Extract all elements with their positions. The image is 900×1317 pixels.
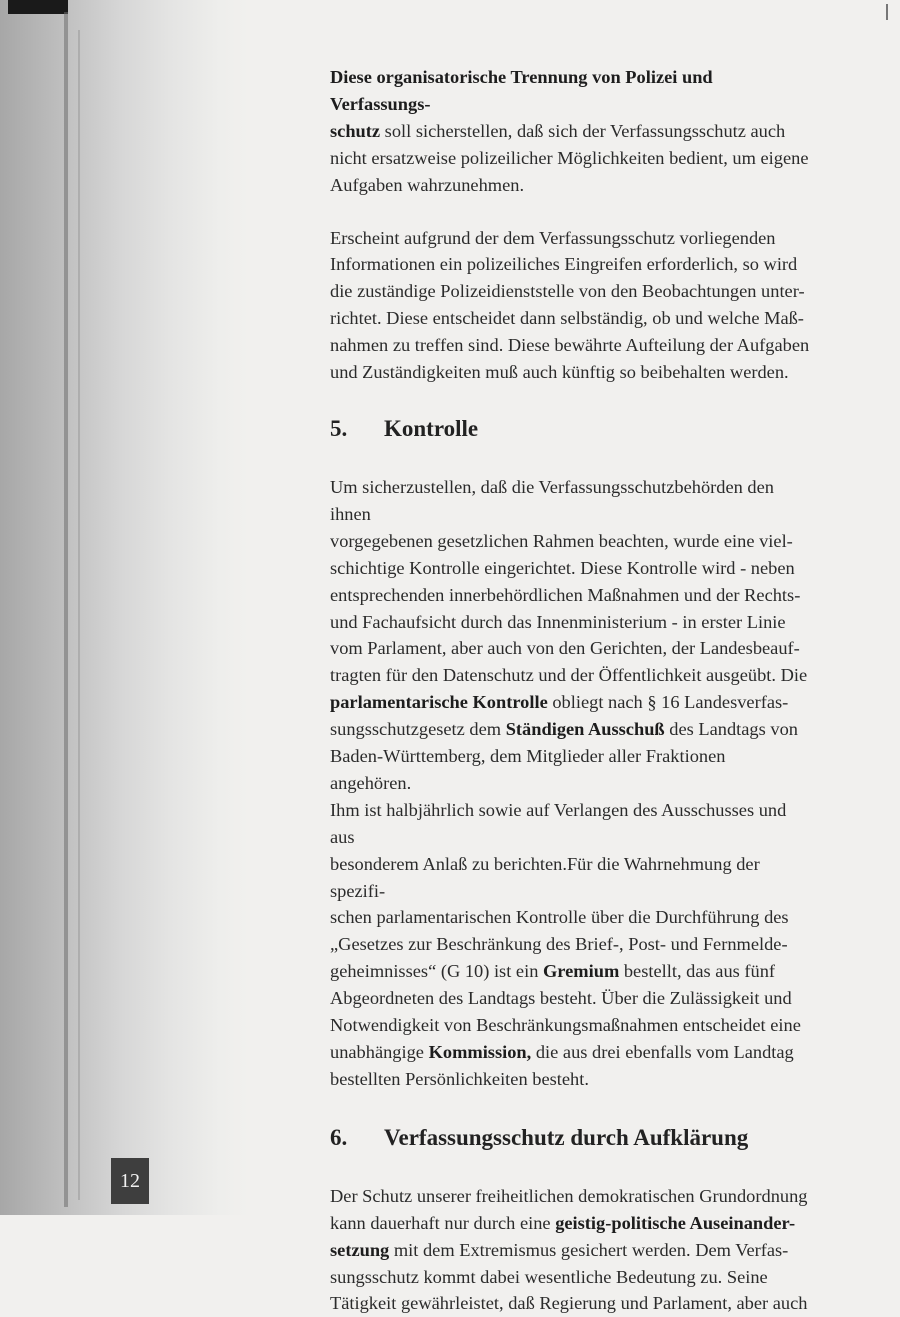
- text-line: Abgeordneten des Landtags besteht. Über die Zulässigkeit und: [330, 988, 792, 1009]
- spine-line-secondary: [78, 30, 80, 1200]
- text-span: mit dem Extremismus gesichert werden. Dem Verfas-: [389, 1239, 789, 1260]
- text-span: unabhängige: [330, 1042, 429, 1062]
- text-line: Informationen ein polizeiliches Eingreifen erforderlich, so wird: [330, 254, 798, 275]
- paragraph-aufklaerung: [330, 1183, 810, 1317]
- paragraph-police-intervention: [330, 225, 810, 386]
- text-line: Ihm ist halbjährlich sowie auf Verlangen des Ausschusses und aus: [330, 799, 787, 847]
- section-number: 5.: [330, 415, 348, 441]
- bold-term: geistig-politische Auseinander-: [555, 1212, 796, 1233]
- text-line: vorgegebenen gesetzlichen Rahmen beachten, wurde eine viel-: [330, 530, 793, 551]
- bold-term: setzung: [330, 1239, 390, 1260]
- section-heading-aufklaerung: [330, 1123, 810, 1153]
- bold-term: Gremium: [542, 961, 620, 982]
- bold-term: Kommission,: [428, 1042, 532, 1062]
- bold-term: parlamentarische Kontrolle: [330, 692, 548, 713]
- text-line: und Zuständigkeiten muß auch künftig so beibehalten werden.: [330, 362, 789, 383]
- page-number: 12: [111, 1158, 149, 1204]
- text-line: entsprechenden innerbehördlichen Maßnahmen und der Rechts-: [330, 584, 801, 605]
- text-span: soll sicherstellen, daß sich der Verfassungsschutz auch: [380, 120, 786, 141]
- edge-tick: [886, 4, 888, 20]
- text-line: die zuständige Polizeidienststelle von den Beobachtungen unter-: [330, 281, 805, 302]
- text-span: geheimnisses“ (G 10) ist ein: [330, 961, 543, 982]
- bold-term: Diese organisatorische Trennung von Polizei und Verfassungs-: [330, 67, 713, 114]
- section-title: Kontrolle: [384, 415, 479, 441]
- bold-term: schutz: [330, 120, 381, 141]
- text-line: „Gesetzes zur Beschränkung des Brief-, Post- und Fernmelde-: [330, 934, 788, 955]
- text-line: Notwendigkeit von Beschränkungsmaßnahmen entscheidet eine: [330, 1015, 801, 1036]
- text-line: besonderem Anlaß zu berichten.Für die Wahrnehmung der spezifi-: [330, 853, 760, 901]
- text-line: Baden-Württemberg, dem Mitglieder aller Fraktionen angehören.: [330, 746, 726, 793]
- text-span: obliegt nach § 16 Landesverfas-: [547, 692, 789, 713]
- text-line: und Fachaufsicht durch das Innenministerium - in erster Linie: [330, 611, 786, 632]
- paragraph-kontrolle: [330, 474, 810, 1093]
- text-line: Tätigkeit gewährleistet, daß Regierung und Parlament, aber auch: [330, 1293, 808, 1314]
- page-content: [330, 64, 810, 1317]
- text-line: nicht ersatzweise polizeilicher Möglichkeiten bedient, um eigene: [330, 147, 809, 168]
- text-line: vom Parlament, aber auch von den Gerichten, der Landesbeauf-: [330, 638, 800, 659]
- section-title: Verfassungsschutz durch Aufklärung: [384, 1124, 749, 1150]
- text-line: schen parlamentarischen Kontrolle über die Durchführung des: [330, 907, 789, 928]
- section-number: 6.: [330, 1124, 348, 1150]
- text-line: Um sicherzustellen, daß die Verfassungsschutzbehörden den ihnen: [330, 476, 774, 524]
- text-span: des Landtags von: [664, 719, 798, 740]
- spine-line: [64, 12, 68, 1207]
- text-line: bestellten Persönlichkeiten besteht.: [330, 1068, 589, 1089]
- text-line: schichtige Kontrolle eingerichtet. Diese Kontrolle wird - neben: [330, 557, 795, 578]
- page-gutter-shadow: [0, 0, 250, 1215]
- bold-term: Ständigen Ausschuß: [505, 719, 665, 740]
- text-line: richtet. Diese entscheidet dann selbständig, ob und welche Maß-: [330, 308, 804, 329]
- text-line: Erscheint aufgrund der dem Verfassungsschutz vorliegenden: [330, 227, 776, 248]
- binding-mark: [8, 0, 68, 14]
- text-span: bestellt, das aus fünf: [619, 961, 776, 982]
- text-line: nahmen zu treffen sind. Diese bewährte Aufteilung der Aufgaben: [330, 335, 810, 356]
- text-line: Aufgaben wahrzunehmen.: [330, 174, 525, 195]
- text-line: sungsschutz kommt dabei wesentliche Bedeutung zu. Seine: [330, 1266, 768, 1287]
- text-span: sungsschutzgesetz dem: [330, 719, 506, 740]
- paragraph-separation: [330, 64, 810, 199]
- text-span: die aus drei ebenfalls vom Landtag: [531, 1042, 794, 1062]
- text-line: tragten für den Datenschutz und der Öffentlichkeit ausgeübt. Die: [330, 665, 808, 686]
- text-span: kann dauerhaft nur durch eine: [330, 1212, 556, 1233]
- text-line: Der Schutz unserer freiheitlichen demokratischen Grundordnung: [330, 1185, 808, 1206]
- section-heading-kontrolle: [330, 414, 810, 444]
